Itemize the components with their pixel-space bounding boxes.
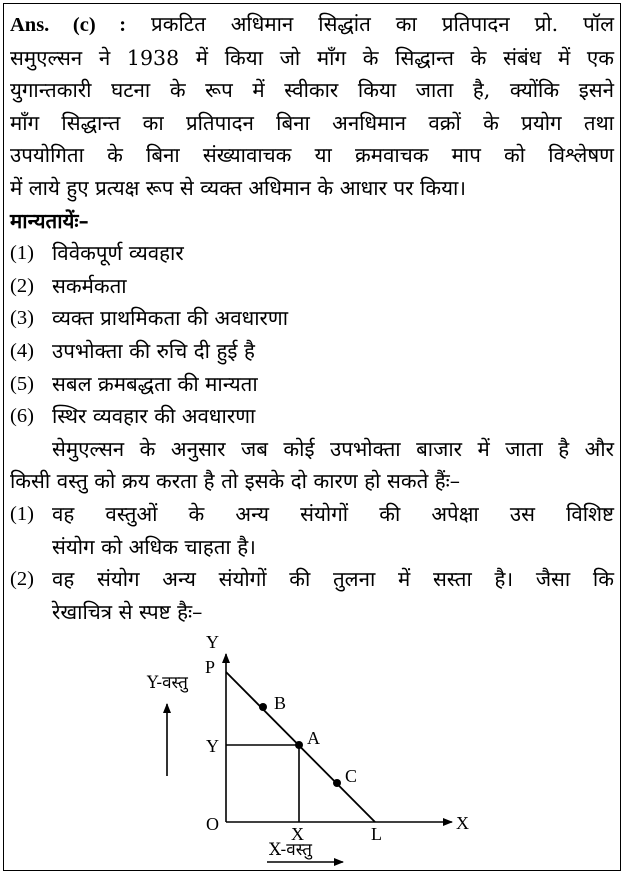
answer-line-1: Ans. (c) : प्रकटित अधिमान सिद्धांत का प्रतिपादन प्रो. पॉल <box>10 12 614 36</box>
x-tick-label: X <box>291 824 304 844</box>
point-b-label: B <box>274 693 287 713</box>
cut-off-next-line <box>24 862 604 871</box>
samuelson-line-1: सेमुएल्सन के अनुसार जब कोई उपभोक्ता बाजार में जाता है और <box>52 436 614 461</box>
point-l-label: L <box>371 824 382 844</box>
page <box>3 3 621 871</box>
x-goods-label: X-वस्तु <box>269 840 312 860</box>
y-goods-label: Y-वस्तु <box>147 673 188 693</box>
answer-line-3: युगान्तकारी घटना के रूप में स्वीकार किया जाता है, क्योंकि इसने <box>10 78 614 103</box>
assumption-item: (3) व्यक्त प्राथमिकता की अवधारणा <box>10 306 289 331</box>
samuelson-line-2: किसी वस्तु को क्रय करता है तो इसके दो कारण हो सकते हैंः– <box>10 469 461 494</box>
answer-line-4: माँग सिद्धान्त का प्रतिपादन बिना अनधिमान वक्रों के प्रयोग तथा <box>10 110 614 135</box>
answer-line-6: में लाये हुए प्रत्यक्ष रूप से व्यक्त अधिमान के आधार पर किया। <box>10 175 467 200</box>
y-tick-label: Y <box>206 736 219 756</box>
point-p-label: P <box>205 657 216 677</box>
assumptions-heading: मान्यतायेंः– <box>10 208 89 233</box>
answer-line-5: उपयोगिता के बिना संख्यावाचक या क्रमवाचक माप को विश्लेषण <box>10 143 614 168</box>
point-a-marker <box>295 741 303 749</box>
point-c-label: C <box>345 766 358 786</box>
y-axis-label: Y <box>206 632 219 652</box>
point-c-marker <box>333 779 341 787</box>
point-b-marker <box>259 703 267 711</box>
point-a-label: A <box>307 728 320 748</box>
assumption-item: (1) विवेकपूर्ण व्यवहार <box>10 241 184 266</box>
reason-item-2: (2) वह संयोग अन्य संयोगों की तुलना में सस्ता है। जैसा कि रेखाचित्र से स्पष्ट हैः– <box>10 567 614 624</box>
assumption-item: (2) सकर्मकता <box>10 273 127 298</box>
x-axis-label: X <box>456 813 469 833</box>
origin-label: O <box>206 814 219 834</box>
assumption-item: (4) उपभोक्ता की रुचि दी हुई है <box>10 338 255 363</box>
reason-item-1: (1) वह वस्तुओं के अन्य संयोगों की अपेक्षा उस विशिष्ट संयोग को अधिक चाहता है। <box>10 501 614 559</box>
answer-label: Ans. (c) : <box>10 14 127 36</box>
assumption-item: (5) सबल क्रमबद्धता की मान्यता <box>10 371 258 396</box>
revealed-preference-diagram <box>4 4 620 870</box>
assumption-item: (6) स्थिर व्यवहार की अवधारणा <box>10 404 256 429</box>
answer-line-2: समुएल्सन ने 1938 में किया जो माँग के सिद्धान्त के संबंध में एक <box>10 45 614 70</box>
